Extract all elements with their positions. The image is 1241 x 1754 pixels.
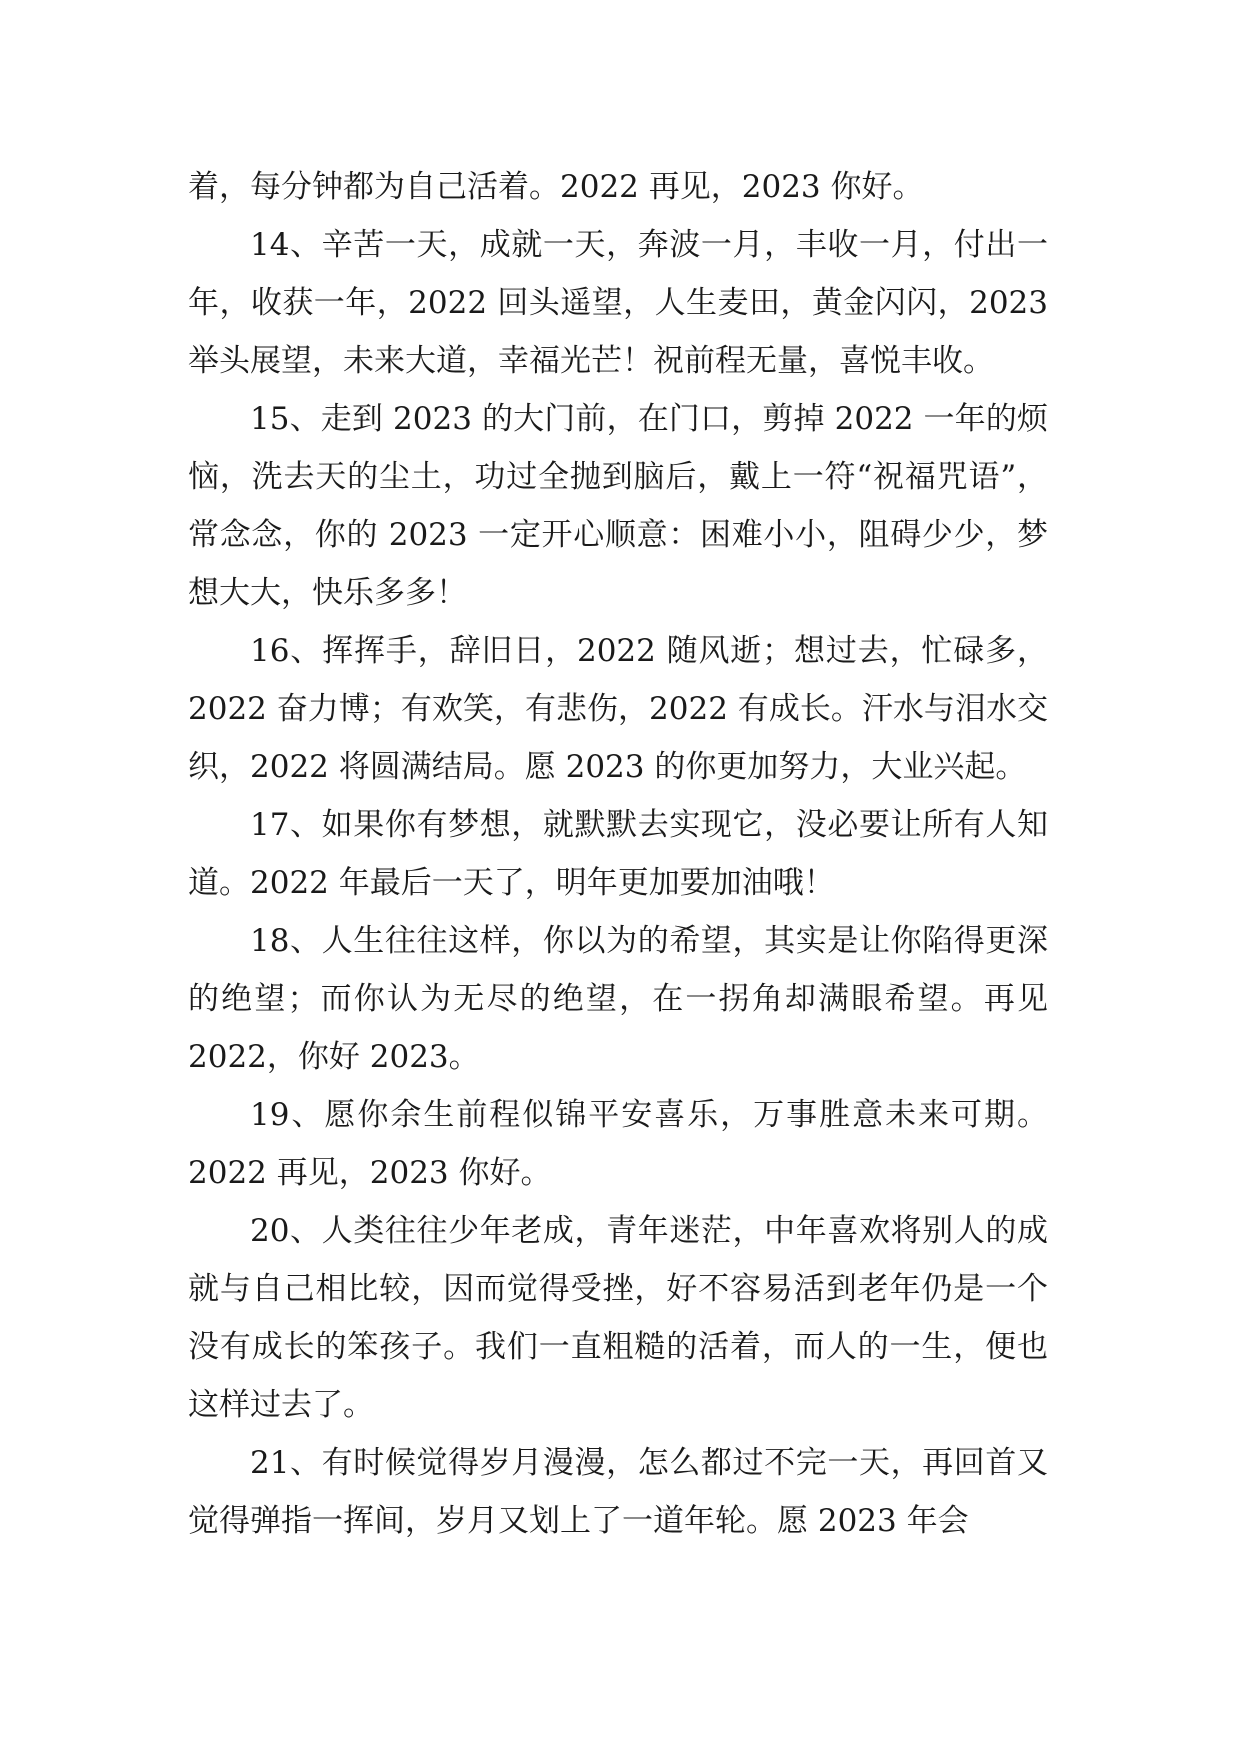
paragraph-18: 18、人生往往这样，你以为的希望，其实是让你陷得更深的绝望；而你认为无尽的绝望，在一拐角却满眼希望。再见 2022，你好 2023。: [188, 923, 1048, 1075]
document-body: [188, 158, 1048, 1550]
paragraph-21: 21、有时候觉得岁月漫漫，怎么都过不完一天，再回首又觉得弹指一挥间，岁月又划上了一道年轮。愿 2023 年会: [188, 1445, 1048, 1539]
paragraph-17: 17、如果你有梦想，就默默去实现它，没必要让所有人知道。2022 年最后一天了，明年更加要加油哦！: [188, 807, 1048, 901]
paragraph-continuation: 着，每分钟都为自己活着。2022 再见，2023 你好。: [188, 169, 924, 205]
paragraph-19: 19、愿你余生前程似锦平安喜乐，万事胜意未来可期。2022 再见，2023 你好。: [188, 1097, 1048, 1191]
paragraph-14: 14、辛苦一天，成就一天，奔波一月，丰收一月，付出一年，收获一年，2022 回头遥望，人生麦田，黄金闪闪，2023 举头展望，未来大道，幸福光芒！祝前程无量，喜悦丰收。: [188, 227, 1048, 379]
paragraph-16: 16、挥挥手，辞旧日，2022 随风逝；想过去，忙碌多，2022 奋力博；有欢笑，有悲伤，2022 有成长。汗水与泪水交织，2022 将圆满结局。愿 2023 的你更加努力，大业兴起。: [188, 633, 1048, 785]
paragraph-20: 20、人类往往少年老成，青年迷茫，中年喜欢将别人的成就与自己相比较，因而觉得受挫，好不容易活到老年仍是一个没有成长的笨孩子。我们一直粗糙的活着，而人的一生，便也这样过去了。: [188, 1213, 1048, 1423]
paragraph-15: 15、走到 2023 的大门前，在门口，剪掉 2022 一年的烦恼，洗去天的尘土，功过全抛到脑后，戴上一符“祝福咒语”，常念念，你的 2023 一定开心顺意：困难小小，阻碍少少，梦想大大，快乐多多！: [188, 401, 1048, 611]
